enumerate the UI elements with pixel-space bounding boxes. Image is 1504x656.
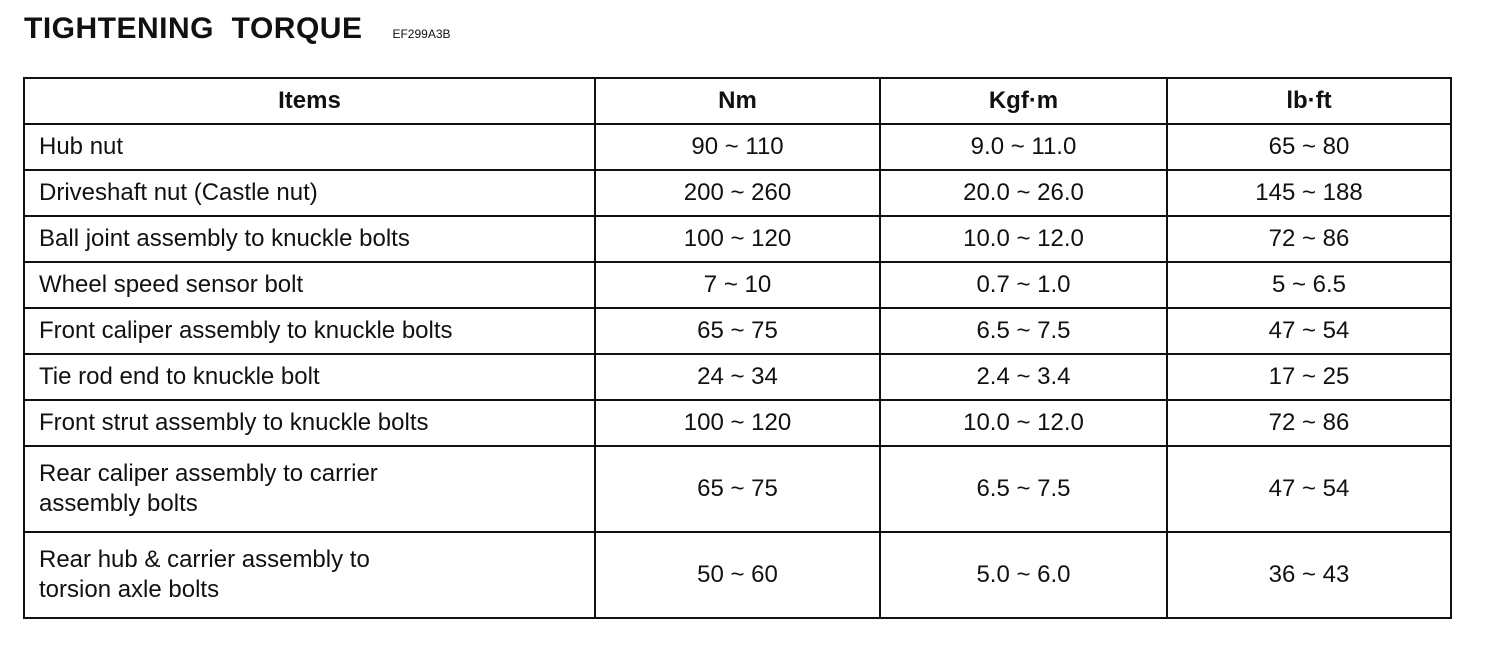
torque-table xyxy=(23,77,1452,619)
item-cell: Driveshaft nut (Castle nut) xyxy=(24,170,595,216)
lbft-cell: 72 ~ 86 xyxy=(1167,400,1451,446)
kgfm-cell: 10.0 ~ 12.0 xyxy=(880,216,1167,262)
table-row xyxy=(24,400,1451,446)
nm-cell: 50 ~ 60 xyxy=(595,532,880,618)
item-cell: Rear hub & carrier assembly to torsion axle bolts xyxy=(24,532,595,618)
item-cell: Wheel speed sensor bolt xyxy=(24,262,595,308)
table-row xyxy=(24,532,1451,618)
kgfm-cell: 9.0 ~ 11.0 xyxy=(880,124,1167,170)
title-row xyxy=(24,12,451,46)
lbft-cell: 72 ~ 86 xyxy=(1167,216,1451,262)
nm-cell: 7 ~ 10 xyxy=(595,262,880,308)
nm-cell: 100 ~ 120 xyxy=(595,400,880,446)
lbft-cell: 145 ~ 188 xyxy=(1167,170,1451,216)
table-row xyxy=(24,124,1451,170)
kgfm-cell: 2.4 ~ 3.4 xyxy=(880,354,1167,400)
header-row xyxy=(24,78,1451,124)
column-header-kgfm: Kgf·m xyxy=(880,78,1167,124)
table-row xyxy=(24,262,1451,308)
column-header-nm: Nm xyxy=(595,78,880,124)
kgfm-cell: 6.5 ~ 7.5 xyxy=(880,446,1167,532)
item-cell: Rear caliper assembly to carrier assembly bolts xyxy=(24,446,595,532)
nm-cell: 24 ~ 34 xyxy=(595,354,880,400)
item-cell: Tie rod end to knuckle bolt xyxy=(24,354,595,400)
lbft-cell: 47 ~ 54 xyxy=(1167,446,1451,532)
lbft-cell: 17 ~ 25 xyxy=(1167,354,1451,400)
nm-cell: 65 ~ 75 xyxy=(595,446,880,532)
kgfm-cell: 6.5 ~ 7.5 xyxy=(880,308,1167,354)
kgfm-cell: 5.0 ~ 6.0 xyxy=(880,532,1167,618)
nm-cell: 90 ~ 110 xyxy=(595,124,880,170)
kgfm-cell: 20.0 ~ 26.0 xyxy=(880,170,1167,216)
column-header-items: Items xyxy=(24,78,595,124)
table-row xyxy=(24,446,1451,532)
document-code: EF299A3B xyxy=(392,27,451,41)
lbft-cell: 47 ~ 54 xyxy=(1167,308,1451,354)
item-cell: Ball joint assembly to knuckle bolts xyxy=(24,216,595,262)
item-cell: Front caliper assembly to knuckle bolts xyxy=(24,308,595,354)
kgfm-cell: 10.0 ~ 12.0 xyxy=(880,400,1167,446)
table-row xyxy=(24,216,1451,262)
lbft-cell: 36 ~ 43 xyxy=(1167,532,1451,618)
table-row xyxy=(24,170,1451,216)
nm-cell: 100 ~ 120 xyxy=(595,216,880,262)
nm-cell: 65 ~ 75 xyxy=(595,308,880,354)
table-row xyxy=(24,308,1451,354)
nm-cell: 200 ~ 260 xyxy=(595,170,880,216)
lbft-cell: 5 ~ 6.5 xyxy=(1167,262,1451,308)
item-cell: Hub nut xyxy=(24,124,595,170)
table-row xyxy=(24,354,1451,400)
column-header-lbft: lb·ft xyxy=(1167,78,1451,124)
kgfm-cell: 0.7 ~ 1.0 xyxy=(880,262,1167,308)
lbft-cell: 65 ~ 80 xyxy=(1167,124,1451,170)
page-title: TIGHTENING TORQUE xyxy=(24,12,363,45)
item-cell: Front strut assembly to knuckle bolts xyxy=(24,400,595,446)
